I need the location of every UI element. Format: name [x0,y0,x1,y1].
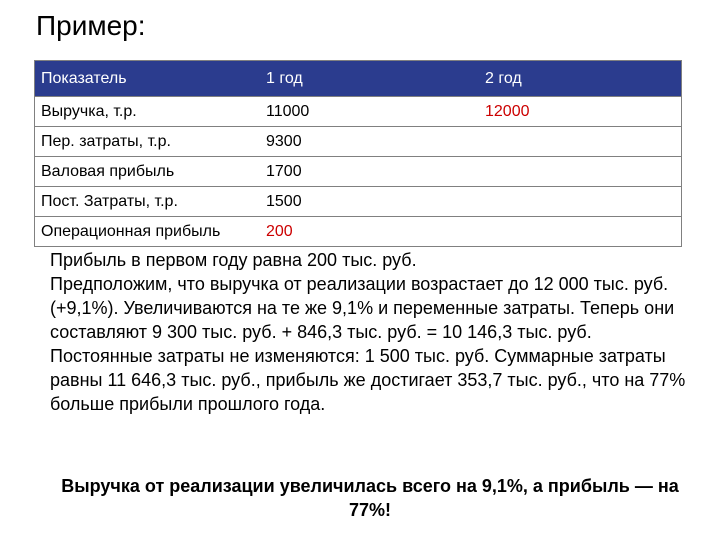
paragraph-scenario: Предположим, что выручка от реализации возрастает до 12 000 тыс. руб. (+9,1%). Увеличиваются на те же 9,1% и переменные затраты. Теперь они составляют 9 300 тыс. руб. + 846,3 тыс. руб. = 10 146,3 тыс. руб. Постоянные затраты не изменяются: 1 500 тыс. руб. Суммарные затраты равны 11 646,3 тыс. руб., прибыль же достигает 353,7 тыс. руб., что на 77% больше прибыли прошлого года. [50,274,686,414]
row-year-2-value [479,187,682,217]
paragraph-first-year-profit: Прибыль в первом году равна 200 тыс. руб. [50,250,417,270]
table-row-gross-profit [35,157,682,187]
row-label: Валовая прибыль [35,157,261,187]
header-year-2: 2 год [485,69,522,87]
row-year-1-value: 9300 [260,127,479,157]
indicators-table [34,60,682,247]
header-indicator: Показатель [41,69,127,87]
row-year-1-value: 1700 [260,157,479,187]
row-year-2-value [479,127,682,157]
table-header-row [35,61,682,97]
row-year-2-value [479,157,682,187]
table-row-variable-costs [35,127,682,157]
table-row-fixed-costs [35,187,682,217]
row-year-1-value: 1500 [260,187,479,217]
row-year-2-value: 12000 [479,97,682,127]
table-row-operating-profit [35,217,682,247]
row-year-1-value: 200 [260,217,479,247]
header-year-1: 1 год [266,69,303,87]
row-label: Пост. Затраты, т.р. [35,187,261,217]
row-year-1-value: 11000 [260,97,479,127]
row-label: Операционная прибыль [35,217,261,247]
row-year-2-value [479,217,682,247]
row-label: Пер. затраты, т.р. [35,127,261,157]
table-row-revenue [35,97,682,127]
page-title: Пример: [36,10,146,41]
explanation-text [50,248,690,416]
row-label: Выручка, т.р. [35,97,261,127]
conclusion-text: Выручка от реализации увеличилась всего на 9,1%, а прибыль — на 77%! [61,476,679,520]
